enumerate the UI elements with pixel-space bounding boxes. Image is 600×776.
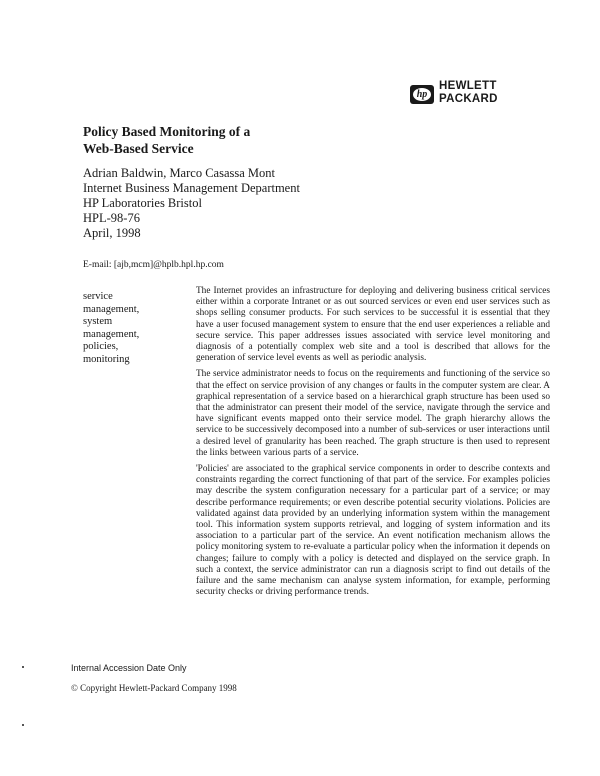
hp-logo-icon <box>410 85 434 104</box>
paper-title <box>83 123 413 157</box>
keyword-list <box>83 291 173 367</box>
hp-logo-text <box>439 80 517 106</box>
keyword-item: policies, <box>83 341 119 353</box>
author-email: E-mail: [ajb,mcm]@hplb.hpl.hp.com <box>83 260 224 270</box>
report-number: HPL-98-76 <box>83 211 140 225</box>
paper-title-line1: Policy Based Monitoring of a <box>83 124 251 139</box>
keyword-item: system <box>83 316 113 328</box>
copyright-note: © Copyright Hewlett-Packard Company 1998 <box>71 683 237 693</box>
author-department: Internet Business Management Department <box>83 181 300 195</box>
hp-logo-line1: HEWLETT <box>439 80 497 92</box>
abstract-paragraph: 'Policies' are associated to the graphical service components in order to describe contexts and constraints regarding the correct functioning of that part of the service. For examples policies may describe the system configuration necessary for a particular part of a service; or may describe performance requirements; or even describe potential security violations. Policies are validated against data provided by an underlying information system within the management tool. This information system supports retrieval, and logging of system information and its association to a particular part of the service. An event notification mechanism allows the policy monitoring system to re-evaluate a particular policy when the information it depends on changes; failure to comply with a policy is detected and displayed on the service graph. In such a context, the service administrator can run a diagnosis script to find out details of the failure and the same mechanism can analyse system information, for example, performing security checks or driving performance trends. <box>196 464 550 598</box>
hp-logo-mark: hp <box>413 88 431 101</box>
author-names: Adrian Baldwin, Marco Casassa Mont <box>83 166 275 180</box>
keyword-item: service <box>83 291 113 302</box>
margin-mark <box>22 724 24 726</box>
report-date: April, 1998 <box>83 226 141 240</box>
author-lab: HP Laboratories Bristol <box>83 196 202 210</box>
author-block <box>83 166 443 241</box>
accession-note: Internal Accession Date Only <box>71 663 187 673</box>
paper-title-line2: Web-Based Service <box>83 141 194 156</box>
hp-logo <box>410 80 514 108</box>
keyword-item: management, <box>83 328 140 340</box>
margin-mark <box>22 666 24 668</box>
hp-logo-line2: PACKARD <box>439 93 498 105</box>
abstract-paragraph: The service administrator needs to focus on the requirements and functioning of the service so that the effect on service provision of any changes or faults in the computer system are clear. A graphical representation of a service based on a hierarchical graph structure has been used so that the administrator can present their model of the service, navigate through the service and have significant events mapped onto their service model. The graph hierarchy allows the service to be successively decomposed into a number of sub-services or user interactions until a desired level of granularity has been reached. The graph structure is then used to represent the links between various parts of a service. <box>196 369 550 458</box>
abstract-paragraph: The Internet provides an infrastructure for deploying and delivering business critical services either within a corporate Intranet or as out sourced services or even end user services such as shops selling consumer products. For such services to be successful it is essential that they have a user focused management system to ensure that the end user experiences a reliable and secure service. This paper addresses issues associated with service level monitoring and diagnosis of a potentially complex web site and a tool is described that allows for the generation of service level events as well as periodic analysis. <box>196 286 550 364</box>
abstract <box>196 286 550 603</box>
keyword-item: management, <box>83 303 140 315</box>
keyword-item: monitoring <box>83 353 130 365</box>
